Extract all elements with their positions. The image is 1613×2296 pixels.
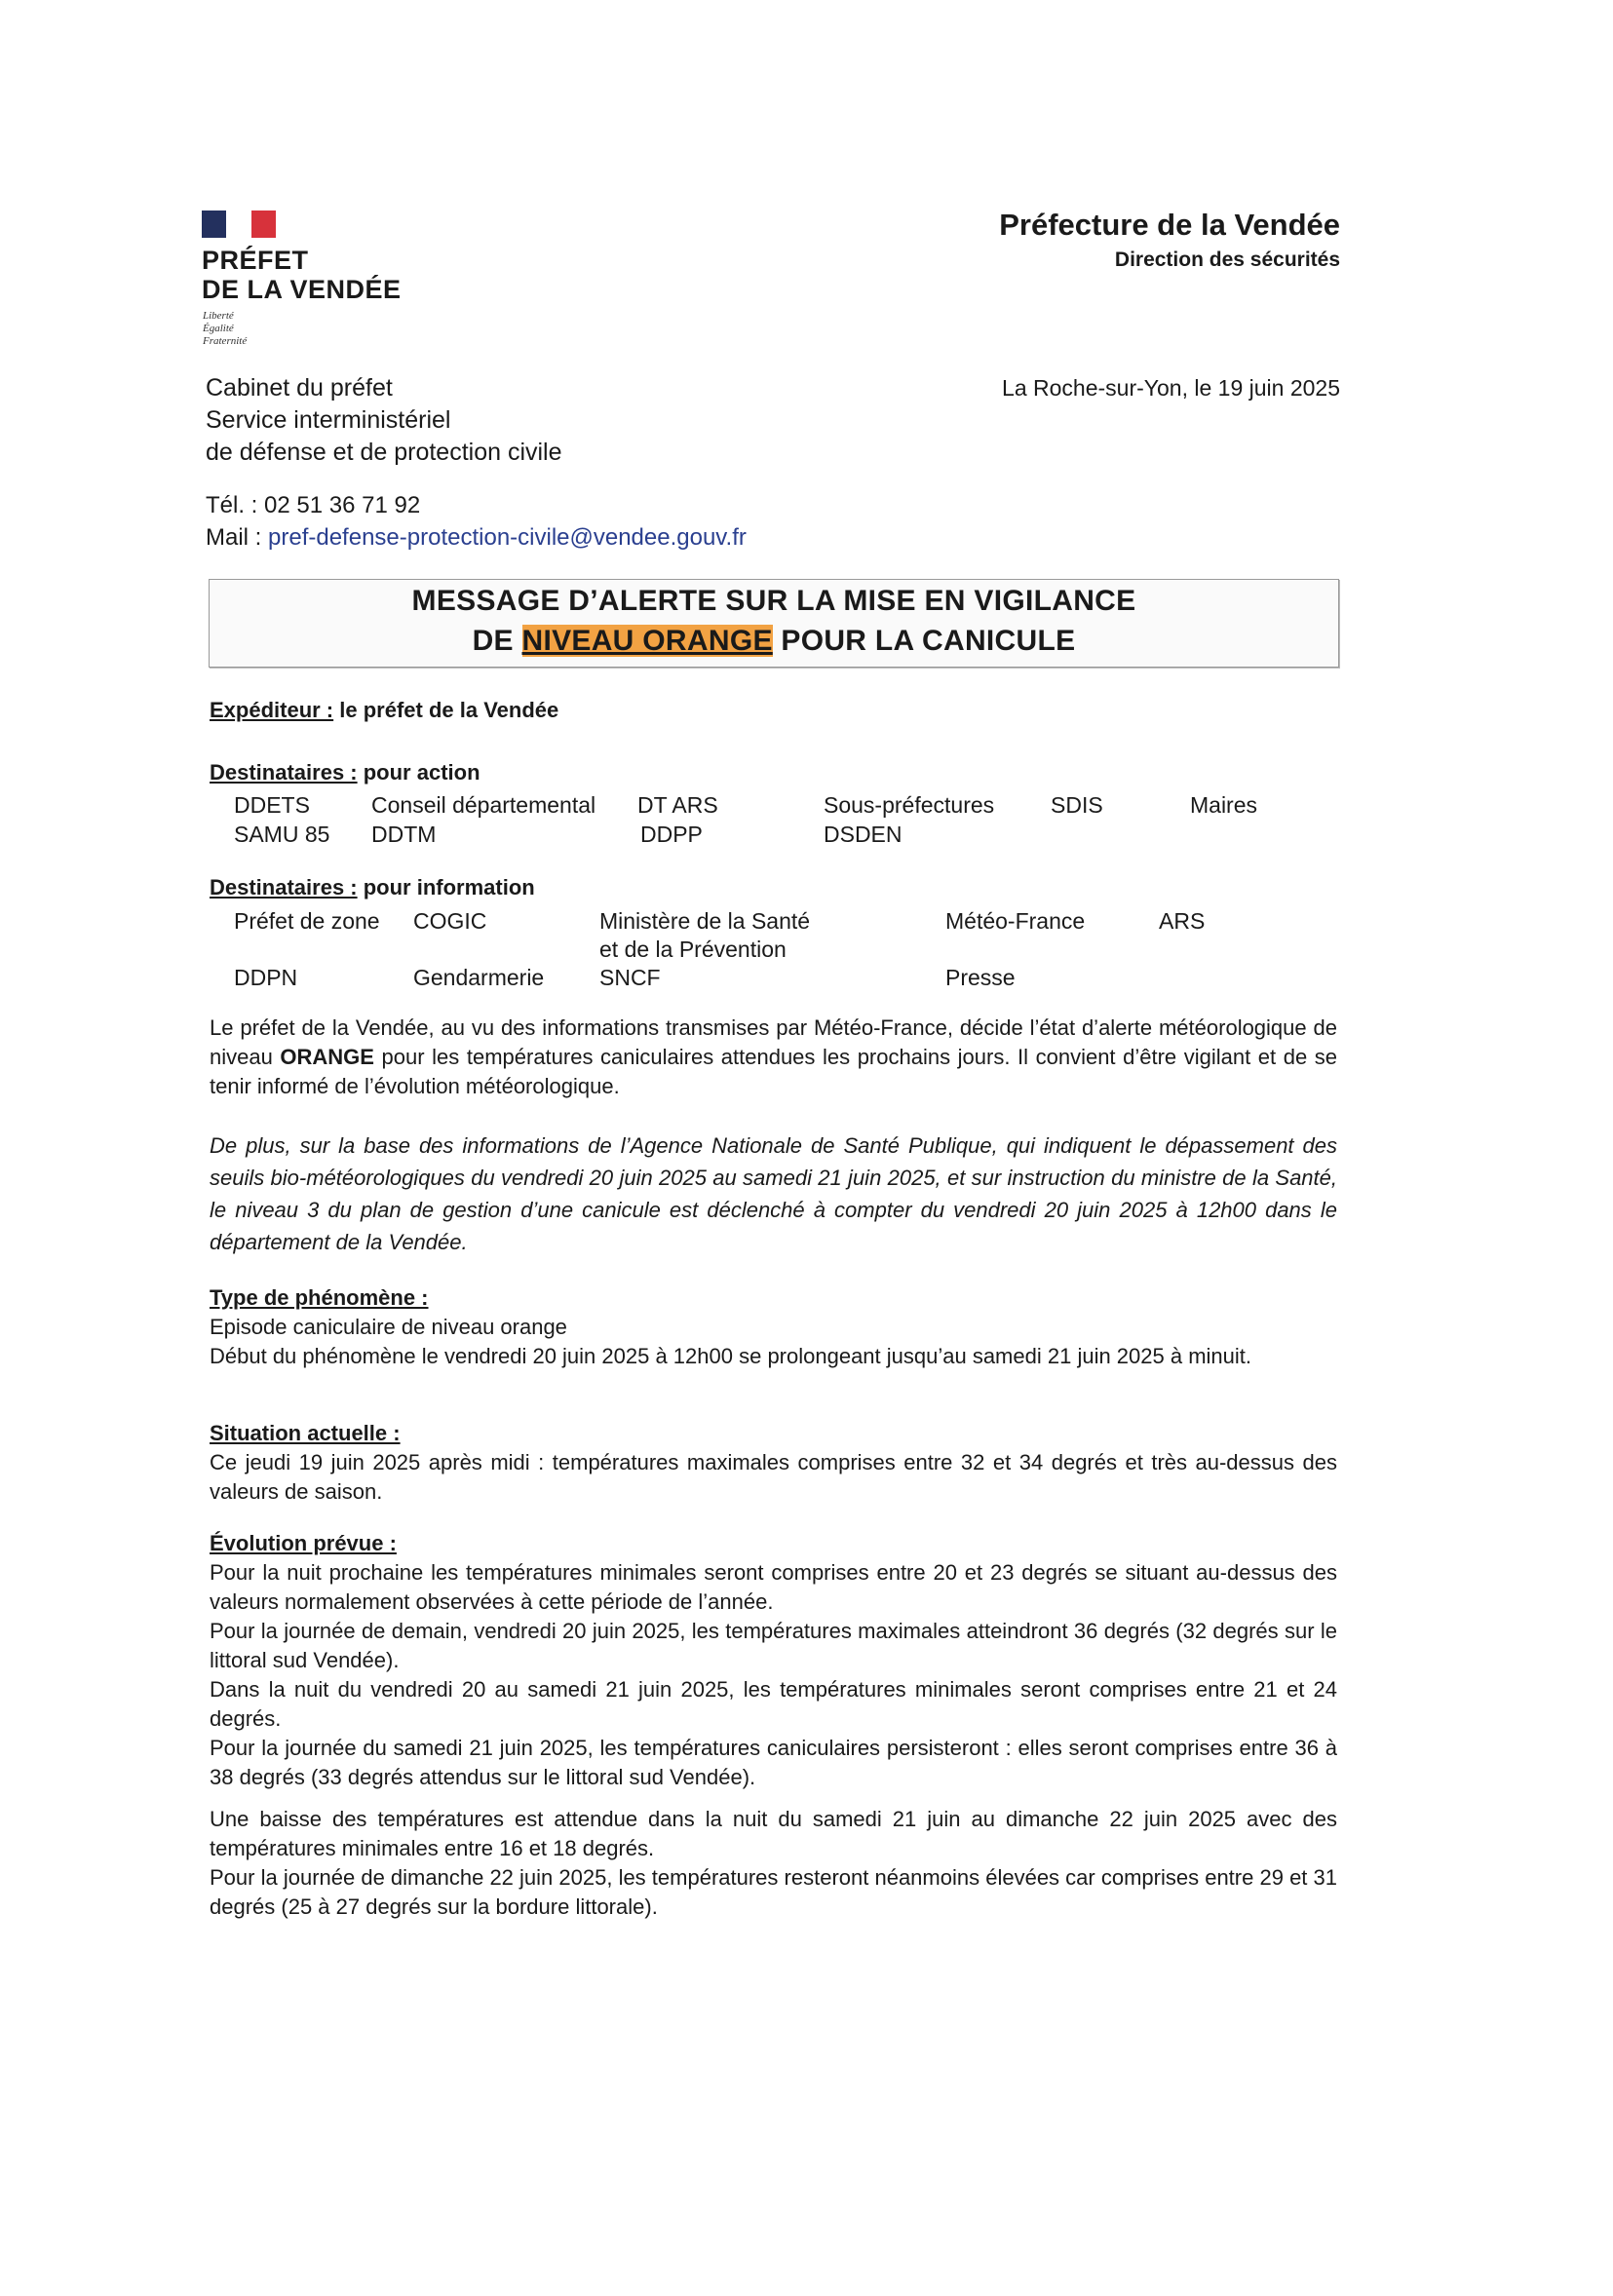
dest-item: Météo-France bbox=[945, 908, 1086, 934]
dest-action-heading bbox=[210, 760, 480, 785]
expediteur bbox=[210, 698, 558, 723]
prefet-title bbox=[202, 246, 402, 304]
situation-text: Ce jeudi 19 juin 2025 après midi : températures maximales comprises entre 32 et 34 degrés et très au-dessus des valeurs de saison. bbox=[210, 1450, 1337, 1504]
dest-item: SNCF bbox=[599, 965, 661, 990]
mail-link[interactable]: pref-defense-protection-civile@vendee.gouv.fr bbox=[268, 524, 747, 551]
intro-orange: ORANGE bbox=[280, 1045, 374, 1069]
dest-item: DDPN bbox=[234, 965, 298, 990]
republique-flag-logo bbox=[202, 210, 276, 238]
dest-info-heading bbox=[210, 875, 535, 900]
alert-line2 bbox=[210, 625, 1338, 658]
direction-name: Direction des sécurités bbox=[1114, 249, 1340, 271]
cabinet-line: de défense et de protection civile bbox=[206, 439, 562, 466]
situation-heading: Situation actuelle : bbox=[210, 1421, 401, 1445]
evolution-p4: Pour la journée du samedi 21 juin 2025, les températures caniculaires persisteront : elles seront comprises entre 36 à 38 degrés (33 degrés attendus sur le littoral sud Vendée). bbox=[210, 1736, 1337, 1789]
dest-info-label: Destinataires : bbox=[210, 875, 358, 899]
type-section bbox=[210, 1283, 1337, 1371]
alert-line2-pre: DE bbox=[472, 625, 522, 657]
dest-item: DT ARS bbox=[637, 792, 718, 818]
intro-before: Le préfet de la Vendée, au vu des informations transmises par Météo-France, décide l’état d’alerte météorologique de niveau bbox=[210, 1015, 1337, 1069]
evolution-p1: Pour la nuit prochaine les températures minimales seront comprises entre 20 et 23 degrés se situant au-dessus des valeurs normalement observées à cette période de l’année. bbox=[210, 1560, 1337, 1614]
baisse-section bbox=[210, 1805, 1337, 1922]
dest-action-label: Destinataires : bbox=[210, 760, 358, 784]
alert-title-box bbox=[209, 579, 1339, 668]
baisse-p1: Une baisse des températures est attendue dans la nuit du samedi 21 juin au dimanche 22 juin 2025 avec des températures minimales entre 16 et 18 degrés. bbox=[210, 1807, 1337, 1860]
baisse-p2: Pour la journée de dimanche 22 juin 2025, les températures resteront néanmoins élevées car comprises entre 29 et 31 degrés (25 à 27 degrés sur la bordure littorale). bbox=[210, 1865, 1337, 1919]
dest-item: Presse bbox=[945, 965, 1016, 990]
cabinet-line: Cabinet du préfet bbox=[206, 374, 393, 402]
cabinet-block bbox=[206, 372, 562, 469]
expediteur-value: le préfet de la Vendée bbox=[333, 698, 559, 722]
dest-item: Sous-préfectures bbox=[824, 792, 995, 818]
expediteur-label: Expéditeur : bbox=[210, 698, 334, 722]
dest-item: DDTM bbox=[371, 822, 437, 847]
dest-item: Gendarmerie bbox=[413, 965, 545, 990]
evolution-p3: Dans la nuit du vendredi 20 au samedi 21 juin 2025, les températures minimales seront comprises entre 21 et 24 degrés. bbox=[210, 1677, 1337, 1731]
dest-info-value: pour information bbox=[357, 875, 535, 899]
date-place: La Roche-sur-Yon, le 19 juin 2025 bbox=[1002, 375, 1340, 401]
dest-item: SDIS bbox=[1051, 792, 1103, 818]
alert-line2-post: POUR LA CANICULE bbox=[772, 625, 1076, 657]
devise bbox=[203, 310, 247, 348]
dest-item: SAMU 85 bbox=[234, 822, 330, 847]
type-heading: Type de phénomène : bbox=[210, 1285, 429, 1310]
devise-egalite: Égalité bbox=[203, 323, 234, 334]
prefet-line1: PRÉFET bbox=[202, 246, 309, 275]
dest-item: Maires bbox=[1190, 792, 1258, 818]
cabinet-line: Service interministériel bbox=[206, 406, 451, 434]
mail-label: Mail : bbox=[206, 524, 269, 551]
italic-paragraph: De plus, sur la base des informations de l’Agence Nationale de Santé Publique, qui indiquent le dépassement des seuils bio-météorologiques du vendredi 20 juin 2025 au samedi 21 juin 2025, et sur instruction du ministre de la Santé, le niveau 3 du plan de gestion d’une canicule est déclenché à compter du vendredi 20 juin 2025 à 12h00 dans le département de la Vendée. bbox=[210, 1133, 1337, 1254]
dest-action-value: pour action bbox=[357, 760, 480, 784]
dest-item: et de la Prévention bbox=[599, 937, 787, 962]
niveau-orange-highlight: NIVEAU ORANGE bbox=[521, 625, 773, 657]
type-line2: Début du phénomène le vendredi 20 juin 2025 à 12h00 se prolongeant jusqu’au samedi 21 juin 2025 à minuit. bbox=[210, 1344, 1251, 1368]
dest-item: COGIC bbox=[413, 908, 487, 934]
dest-item: DDPP bbox=[640, 822, 703, 847]
prefet-line2: DE LA VENDÉE bbox=[202, 275, 402, 304]
prefecture-name: Préfecture de la Vendée bbox=[999, 208, 1340, 242]
tel: Tél. : 02 51 36 71 92 bbox=[206, 492, 421, 518]
mail-line bbox=[206, 521, 747, 554]
dest-item: Ministère de la Santé bbox=[599, 908, 811, 934]
evolution-p2: Pour la journée de demain, vendredi 20 juin 2025, les températures maximales atteindront 36 degrés (32 degrés sur le littoral sud Vendée). bbox=[210, 1619, 1337, 1672]
contact-block bbox=[206, 489, 747, 554]
dest-item: ARS bbox=[1159, 908, 1206, 934]
evolution-section bbox=[210, 1529, 1337, 1792]
intro-paragraph bbox=[210, 1014, 1337, 1101]
devise-liberte: Liberté bbox=[203, 310, 234, 322]
situation-section bbox=[210, 1419, 1337, 1507]
type-line1: Episode caniculaire de niveau orange bbox=[210, 1315, 567, 1339]
evolution-heading: Évolution prévue : bbox=[210, 1531, 397, 1555]
dest-item: Conseil départemental bbox=[371, 792, 596, 818]
dest-item: DSDEN bbox=[824, 822, 903, 847]
devise-fraternite: Fraternité bbox=[203, 335, 248, 347]
dest-item: Préfet de zone bbox=[234, 908, 380, 934]
alert-line1: MESSAGE D’ALERTE SUR LA MISE EN VIGILANCE bbox=[411, 585, 1136, 617]
dest-item: DDETS bbox=[234, 792, 310, 818]
intro-after: pour les températures caniculaires attendues les prochains jours. Il convient d’être vigilant et de se tenir informé de l’évolution météorologique. bbox=[210, 1045, 1337, 1098]
